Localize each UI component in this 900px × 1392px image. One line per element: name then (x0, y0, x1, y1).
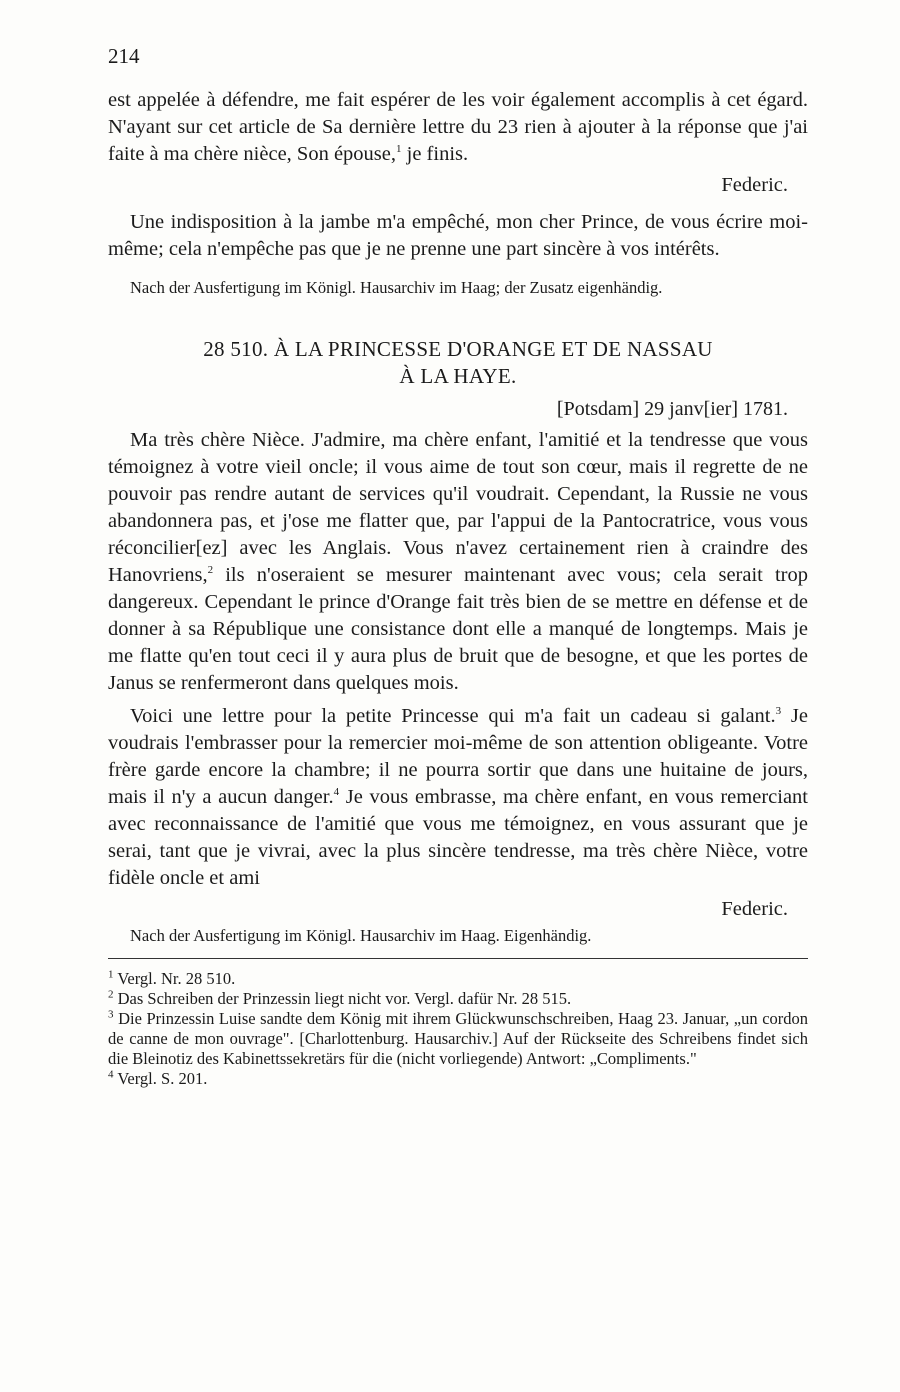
letter2-source-note: Nach der Ausfertigung im Königl. Hausarchiv im Haag. Eigenhändig. (130, 926, 592, 945)
letter1-body: est appelée à défendre, me fait espérer de les voir également accomplis à cet égard. N'ayant sur cet article de Sa dernière lettre du 23 rien à ajouter à la réponse que j'ai faite à ma chère nièce, Son épouse,$^1$ je finis. (108, 89, 808, 165)
footnote-3: $^3$ Die Prinzessin Luise sandte dem König mit ihrem Glückwunschschreiben, Haag 23. Januar, „un cordon de canne de mon ouvrage". [Charlottenburg. Hausarchiv.] Auf der Rückseite des Schreibens findet sich die Bleinotiz des Kabinettssekretärs für die (nicht vorliegende) Antwort: „Compliments." (108, 1008, 809, 1068)
letter2-signature: Federic. (721, 898, 788, 920)
footnote-ref: 3 (775, 705, 782, 718)
letter2-paragraph-2: Voici une lettre pour la petite Princesse qui m'a fait un cadeau si galant.$^3$ Je voudrais l'embrasser pour la remercier moi-même de son attention obligeante. Votre frère garde encore la chambre; il ne pourra sortir que dans une huitaine de jours, mais il n'y a aucun danger.$^4$ Je vous embrasse, ma chère enfant, en vous remerciant avec reconnaissance de l'amitié que vous me témoignez, en vous assurant que je serai, tant que je vivrai, avec la plus sincère tendresse, ma très chère Nièce, votre fidèle oncle et ami (108, 705, 808, 889)
page-number: 214 (108, 44, 140, 68)
footnotes (108, 969, 808, 1089)
footnote-ref: 2 (207, 564, 214, 577)
footnote-4: $^4$ Vergl. S. 201. (108, 1068, 208, 1088)
letter1-postscript: Une indisposition à la jambe m'a empêché, mon cher Prince, de vous écrire moi-même; cela n'empêche pas que je ne prenne une part sincère à vos intérêts. (108, 211, 808, 260)
footnote-1: $^1$ Vergl. Nr. 28 510. (108, 968, 236, 988)
letter2-paragraph-1: Ma très chère Nièce. J'admire, ma chère enfant, l'amitié et la tendresse que vous témoignez à votre vieil oncle; il vous aime de tout son cœur, mais il regrette de ne pouvoir pas rendre autant de services qu'il voudrait. Cependant, la Russie ne vous abandonnera pas, et j'ose me flatter que, par l'appui de la Pantocratrice, vous vous réconcilier[ez] avec les Anglais. Vous n'avez certainement rien à craindre des Hanovriens,$^2$ ils n'oseraient se mesurer maintenant avec vous; cela serait trop dangereux. Cependant le prince d'Orange fait très bien de se mettre en défense et de donner à sa République une consistance dont elle a manqué de longtemps. Mais je me flatte qu'en tout ceci il y aura plus de bruit que de besogne, et que les portes de Janus se renfermeront dans quelques mois. (108, 429, 808, 694)
letter1-signature: Federic. (721, 174, 788, 196)
letter1-source-note: Nach der Ausfertigung im Königl. Hausarchiv im Haag; der Zusatz eigenhändig. (130, 278, 663, 297)
footnote-ref: 1 (396, 143, 402, 156)
letter2-heading: 28 510. À LA PRINCESSE D'ORANGE ET DE NASSAU À LA HAYE. (203, 337, 713, 388)
footnote-divider (108, 958, 808, 959)
footnote-ref: 4 (333, 786, 340, 799)
letter2-date: [Potsdam] 29 janv[ier] 1781. (556, 398, 788, 420)
footnote-2: $^2$ Das Schreiben der Prinzessin liegt nicht vor. Vergl. dafür Nr. 28 515. (108, 988, 572, 1008)
book-page (108, 44, 808, 1089)
